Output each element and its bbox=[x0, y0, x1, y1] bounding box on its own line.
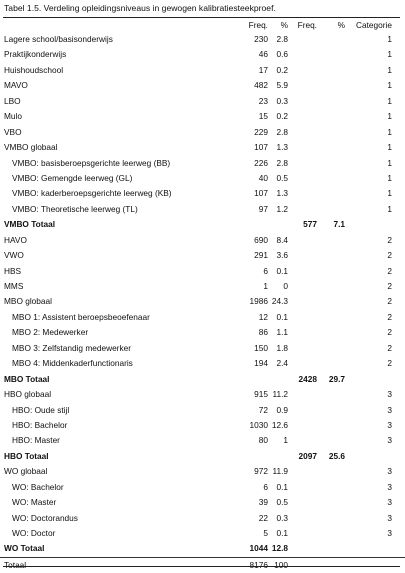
row-pct: 12.6 bbox=[271, 419, 288, 430]
row-freq: 86 bbox=[258, 327, 268, 338]
row-pct: 0.6 bbox=[276, 49, 288, 60]
row-category: 1 bbox=[387, 80, 392, 91]
row-pct: 2.4 bbox=[276, 358, 288, 369]
table-row bbox=[0, 248, 405, 263]
row-freq: 291 bbox=[254, 250, 268, 261]
row-freq: 39 bbox=[258, 497, 268, 508]
row-label: HBO: Bachelor bbox=[12, 419, 68, 430]
row-label: Mulo bbox=[4, 111, 22, 122]
row-pct: 1.1 bbox=[276, 327, 288, 338]
table-row bbox=[0, 310, 405, 325]
row-freq: 107 bbox=[254, 188, 268, 199]
row-label: WO: Doctorandus bbox=[12, 512, 78, 523]
table-row bbox=[0, 511, 405, 526]
header-freq: Freq. bbox=[248, 20, 268, 30]
row-category: 1 bbox=[387, 188, 392, 199]
table-row bbox=[0, 495, 405, 510]
row-pct: 0.1 bbox=[276, 265, 288, 276]
row-label: Praktijkonderwijs bbox=[4, 49, 67, 60]
row-pct: 2.8 bbox=[276, 157, 288, 168]
row-category: 3 bbox=[387, 389, 392, 400]
table-row bbox=[0, 47, 405, 62]
table-row bbox=[0, 387, 405, 402]
row-label: Lagere school/basisonderwijs bbox=[4, 34, 113, 44]
table-row bbox=[0, 294, 405, 309]
row-freq: 22 bbox=[258, 512, 268, 523]
row-freq: 1044 bbox=[249, 543, 268, 554]
row-category: 1 bbox=[387, 49, 392, 60]
row-pct: 0.1 bbox=[276, 311, 288, 322]
row-freq: 482 bbox=[254, 80, 268, 91]
row-freq-total: 2097 bbox=[298, 450, 317, 461]
row-freq-total: 2428 bbox=[298, 373, 317, 384]
row-label: HBO Totaal bbox=[4, 450, 49, 461]
row-pct: 0.1 bbox=[276, 528, 288, 538]
row-category: 2 bbox=[387, 358, 392, 369]
row-pct-total: 7.1 bbox=[333, 219, 345, 230]
row-category: 3 bbox=[387, 512, 392, 523]
row-category: 2 bbox=[387, 281, 392, 291]
table-row-total bbox=[0, 541, 405, 556]
footer-label: Totaal bbox=[4, 559, 27, 570]
row-label: WO: Bachelor bbox=[12, 481, 64, 492]
footer-pct: 100 bbox=[274, 559, 288, 570]
table-row bbox=[0, 94, 405, 109]
row-label: HBO: Master bbox=[12, 435, 60, 446]
row-pct: 0.2 bbox=[276, 111, 288, 122]
row-freq: 97 bbox=[258, 203, 268, 214]
row-category: 3 bbox=[387, 528, 392, 538]
row-pct: 3.6 bbox=[276, 250, 288, 261]
row-label: WO Totaal bbox=[4, 543, 45, 554]
row-freq: 40 bbox=[258, 172, 268, 183]
table-footer-row bbox=[0, 557, 405, 573]
row-freq: 230 bbox=[254, 34, 268, 44]
table-row bbox=[0, 480, 405, 495]
row-label: HBO globaal bbox=[4, 389, 52, 400]
row-label: MBO 1: Assistent beroepsbeoefenaar bbox=[12, 311, 150, 322]
row-freq: 1 bbox=[263, 281, 268, 291]
row-freq: 6 bbox=[263, 481, 268, 492]
row-pct: 1 bbox=[283, 435, 288, 446]
header-freq-total: Freq. bbox=[297, 20, 317, 30]
row-pct: 0.3 bbox=[276, 512, 288, 523]
row-freq: 972 bbox=[254, 466, 268, 477]
table-row bbox=[0, 325, 405, 340]
row-pct: 5.9 bbox=[276, 80, 288, 91]
row-pct: 1.3 bbox=[276, 142, 288, 153]
table-row bbox=[0, 125, 405, 140]
row-category: 1 bbox=[387, 111, 392, 122]
table-row-total bbox=[0, 217, 405, 232]
row-label: WO: Doctor bbox=[12, 528, 56, 538]
row-label: MMS bbox=[4, 281, 24, 291]
row-category: 3 bbox=[387, 497, 392, 508]
row-category: 1 bbox=[387, 64, 392, 75]
row-pct: 11.9 bbox=[272, 466, 288, 477]
row-label: HAVO bbox=[4, 234, 27, 245]
row-pct: 2.8 bbox=[276, 34, 288, 44]
table-row bbox=[0, 63, 405, 78]
row-freq: 46 bbox=[258, 49, 268, 60]
header-pct: % bbox=[280, 20, 288, 30]
row-pct: 2.8 bbox=[276, 126, 288, 137]
footer-freq: 8176 bbox=[249, 559, 268, 570]
row-pct: 8.4 bbox=[276, 234, 288, 245]
row-freq: 23 bbox=[258, 95, 268, 106]
row-freq: 107 bbox=[254, 142, 268, 153]
table-row bbox=[0, 356, 405, 371]
education-distribution-table bbox=[0, 18, 405, 573]
row-pct: 1.3 bbox=[276, 188, 288, 199]
row-category: 1 bbox=[387, 34, 392, 44]
table-caption: Tabel 1.5. Verdeling opleidingsniveaus in gewogen kalibratiesteekproef. bbox=[4, 3, 276, 13]
row-category: 2 bbox=[387, 234, 392, 245]
row-label: HBO: Oude stijl bbox=[12, 404, 70, 415]
row-pct-total: 29.7 bbox=[328, 373, 345, 384]
row-category: 2 bbox=[387, 342, 392, 353]
row-label: VWO bbox=[4, 250, 24, 261]
row-label: VMBO Totaal bbox=[4, 219, 56, 230]
row-category: 2 bbox=[387, 265, 392, 276]
table-row-total bbox=[0, 449, 405, 464]
table-row bbox=[0, 526, 405, 541]
row-freq: 15 bbox=[258, 111, 268, 122]
row-category: 3 bbox=[387, 435, 392, 446]
table-row bbox=[0, 109, 405, 124]
row-label: MAVO bbox=[4, 80, 28, 91]
table-row bbox=[0, 264, 405, 279]
row-freq: 72 bbox=[258, 404, 268, 415]
row-label: VMBO: Gemengde leerweg (GL) bbox=[12, 172, 133, 183]
row-freq: 915 bbox=[254, 389, 268, 400]
row-pct: 12.8 bbox=[271, 543, 288, 554]
row-label: WO: Master bbox=[12, 497, 57, 508]
row-category: 1 bbox=[387, 126, 392, 137]
row-freq: 12 bbox=[258, 311, 268, 322]
row-category: 3 bbox=[387, 466, 392, 477]
row-freq: 6 bbox=[263, 265, 268, 276]
row-freq: 690 bbox=[254, 234, 268, 245]
row-label: VMBO globaal bbox=[4, 142, 58, 153]
row-freq: 80 bbox=[258, 435, 268, 446]
table-body bbox=[0, 32, 405, 557]
row-label: VMBO: Theoretische leerweg (TL) bbox=[12, 203, 138, 214]
table-row bbox=[0, 202, 405, 217]
row-freq: 226 bbox=[254, 157, 268, 168]
row-pct: 0.2 bbox=[276, 64, 288, 75]
row-label: LBO bbox=[4, 95, 21, 106]
table-row bbox=[0, 140, 405, 155]
table-row bbox=[0, 418, 405, 433]
row-label: WO globaal bbox=[4, 466, 48, 477]
row-category: 2 bbox=[387, 327, 392, 338]
row-label: VBO bbox=[4, 126, 22, 137]
table-row bbox=[0, 171, 405, 186]
row-label: MBO globaal bbox=[4, 296, 52, 307]
row-pct: 1.2 bbox=[276, 203, 288, 214]
row-label: HBS bbox=[4, 265, 22, 276]
row-pct: 0.9 bbox=[276, 404, 288, 415]
row-label: MBO 3: Zelfstandig medewerker bbox=[12, 342, 131, 353]
table-row bbox=[0, 279, 405, 294]
row-pct: 24.3 bbox=[271, 296, 288, 307]
row-category: 1 bbox=[387, 157, 392, 168]
table-row bbox=[0, 433, 405, 448]
row-label: MBO Totaal bbox=[4, 373, 50, 384]
row-category: 1 bbox=[387, 95, 392, 106]
row-pct: 0 bbox=[283, 281, 288, 291]
row-category: 2 bbox=[387, 250, 392, 261]
row-freq: 5 bbox=[263, 528, 268, 538]
row-pct: 0.5 bbox=[276, 172, 288, 183]
row-pct: 0.5 bbox=[276, 497, 288, 508]
table-row bbox=[0, 233, 405, 248]
row-freq: 229 bbox=[254, 126, 268, 137]
table-bottom-rule bbox=[3, 566, 400, 567]
header-category: Categorie bbox=[356, 20, 392, 30]
row-freq: 150 bbox=[254, 342, 268, 353]
row-category: 2 bbox=[387, 296, 392, 307]
header-pct-total: % bbox=[337, 20, 345, 30]
table-row bbox=[0, 341, 405, 356]
row-category: 3 bbox=[387, 404, 392, 415]
row-category: 1 bbox=[387, 142, 392, 153]
table-row bbox=[0, 78, 405, 93]
row-freq: 1986 bbox=[249, 296, 268, 307]
table-row bbox=[0, 464, 405, 479]
row-label: VMBO: basisberoepsgerichte leerweg (BB) bbox=[12, 157, 171, 168]
table-row bbox=[0, 32, 405, 47]
row-freq: 194 bbox=[254, 358, 268, 369]
row-category: 1 bbox=[387, 203, 392, 214]
table-row bbox=[0, 156, 405, 171]
table-header-row bbox=[0, 18, 405, 32]
row-label: Huishoudschool bbox=[4, 64, 64, 75]
row-freq: 17 bbox=[258, 64, 268, 75]
row-pct: 0.1 bbox=[276, 481, 288, 492]
table-row bbox=[0, 403, 405, 418]
row-category: 2 bbox=[387, 311, 392, 322]
table-row-total bbox=[0, 372, 405, 387]
row-category: 3 bbox=[387, 419, 392, 430]
row-label: VMBO: kaderberoepsgerichte leerweg (KB) bbox=[12, 188, 172, 199]
row-label: MBO 4: Middenkaderfunctionaris bbox=[12, 358, 133, 369]
row-category: 1 bbox=[387, 172, 392, 183]
row-pct: 11.2 bbox=[272, 389, 288, 400]
row-pct: 0.3 bbox=[276, 95, 288, 106]
row-pct-total: 25.6 bbox=[328, 450, 345, 461]
row-label: MBO 2: Medewerker bbox=[12, 327, 89, 338]
row-category: 3 bbox=[387, 481, 392, 492]
row-freq-total: 577 bbox=[303, 219, 317, 230]
table-row bbox=[0, 186, 405, 201]
row-pct: 1.8 bbox=[276, 342, 288, 353]
row-freq: 1030 bbox=[249, 419, 268, 430]
